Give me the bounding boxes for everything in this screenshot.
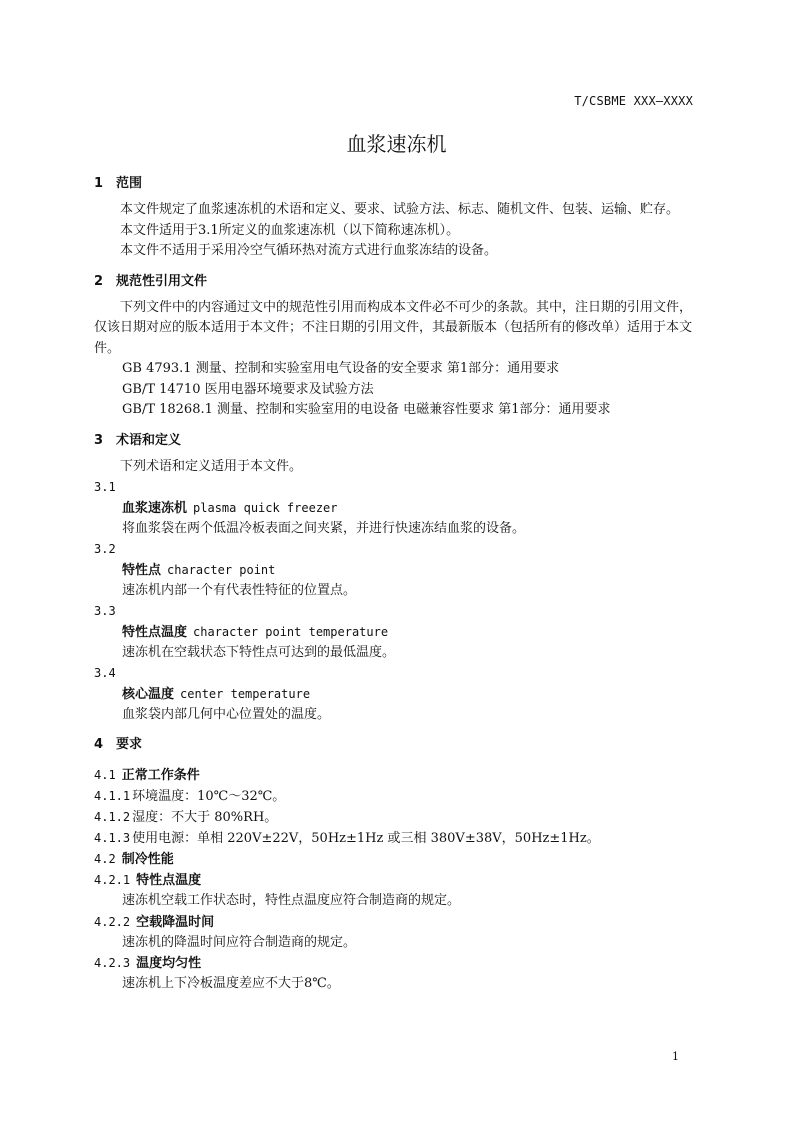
reference-item: GB 4793.1 测量、控制和实验室用电气设备的安全要求 第1部分：通用要求	[122, 361, 560, 376]
section-heading-terms	[94, 429, 694, 453]
term-name	[94, 560, 694, 581]
term-en: center temperature	[180, 686, 311, 701]
item-number: 4.1.1	[94, 789, 131, 803]
item-text: 环境温度：10℃～32℃。	[132, 789, 286, 804]
term-number: 3.2	[94, 542, 116, 556]
requirement-item	[94, 828, 694, 849]
paragraph: 本文件规定了血浆速冻机的术语和定义、要求、试验方法、标志、随机文件、包装、运输、贮存。	[120, 202, 680, 217]
paragraph: 速冻机空载工作状态时，特性点温度应符合制造商的规定。	[122, 893, 461, 908]
paragraph: 本文件适用于3.1所定义的血浆速冻机（以下简称速冻机）。	[120, 222, 460, 238]
term-definition: 将血浆袋在两个低温冷板表面之间夹紧，并进行快速冻结血浆的设备。	[122, 520, 526, 536]
subsection-heading	[94, 953, 694, 974]
item-text: 湿度：不大于 80%RH。	[132, 810, 278, 825]
term-number: 3.1	[94, 480, 116, 494]
item-number: 4.1.2	[94, 810, 131, 824]
section-number: 3	[94, 432, 104, 448]
requirement-item	[94, 786, 694, 807]
document-body	[94, 172, 694, 995]
section-heading-requirements	[94, 733, 694, 757]
subsection-title: 温度均匀性	[136, 956, 202, 971]
paragraph: 本文件不适用于采用冷空气循环热对流方式进行血浆冻结的设备。	[120, 243, 498, 258]
section-heading-scope	[94, 172, 694, 196]
subsection-number: 4.2.1	[94, 873, 131, 887]
subsection-number: 4.2.3	[94, 956, 131, 970]
term-zh: 特性点温度	[122, 624, 188, 640]
section-title: 范围	[116, 176, 143, 191]
term-definition: 血浆袋内部几何中心位置处的温度。	[122, 706, 331, 722]
term-name	[94, 498, 694, 519]
term-zh: 血浆速冻机	[122, 500, 188, 516]
page-number: 1	[672, 1050, 679, 1063]
item-number: 4.1.3	[94, 831, 131, 845]
section-title: 术语和定义	[116, 432, 182, 448]
term-en: character point	[167, 562, 276, 577]
term-en: plasma quick freezer	[193, 500, 338, 515]
item-text: 使用电源：单相 220V±22V，50Hz±1Hz 或三相 380V±38V，50Hz±1Hz。	[132, 831, 600, 846]
term-zh: 特性点	[122, 562, 162, 578]
subsection-heading	[94, 765, 694, 786]
paragraph: 下列文件中的内容通过文中的规范性引用而构成本文件必不可少的条款。其中，注日期的引用文件，仅该日期对应的版本适用于本文件；不注日期的引用文件，其最新版本（包括所有的修改单）适用于本文件。	[94, 299, 693, 356]
paragraph: 下列术语和定义适用于本文件。	[120, 458, 303, 474]
section-title: 规范性引用文件	[116, 273, 208, 289]
section-number: 4	[94, 737, 104, 752]
standard-code: T/CSBME XXX—XXXX	[574, 94, 693, 108]
term-number: 3.4	[94, 666, 116, 680]
section-heading-normative-refs	[94, 270, 694, 294]
subsection-title: 空载降温时间	[136, 914, 215, 930]
term-definition: 速冻机内部一个有代表性特征的位置点。	[122, 582, 357, 598]
subsection-title: 正常工作条件	[121, 768, 200, 783]
term-en: character point temperature	[193, 624, 389, 639]
term-name	[94, 684, 694, 705]
subsection-heading	[94, 870, 694, 891]
section-number: 2	[94, 273, 104, 289]
reference-item: GB/T 14710 医用电器环境要求及试验方法	[122, 381, 374, 397]
term-number: 3.3	[94, 604, 116, 618]
subsection-title: 制冷性能	[121, 852, 174, 867]
section-number: 1	[94, 176, 104, 191]
term-zh: 核心温度	[122, 686, 175, 702]
subsection-number: 4.1	[94, 768, 116, 782]
reference-item: GB/T 18268.1 测量、控制和实验室用的电设备 电磁兼容性要求 第1部分：通用要求	[122, 402, 611, 417]
requirement-item	[94, 807, 694, 828]
section-title: 要求	[116, 737, 143, 752]
page-title: 血浆速冻机	[346, 132, 447, 156]
term-definition: 速冻机在空载状态下特性点可达到的最低温度。	[122, 644, 396, 660]
subsection-number: 4.2.2	[94, 914, 131, 929]
term-name	[94, 622, 694, 643]
subsection-heading	[94, 912, 694, 933]
paragraph: 速冻机的降温时间应符合制造商的规定。	[122, 934, 357, 950]
subsection-heading	[94, 849, 694, 870]
subsection-title: 特性点温度	[136, 873, 202, 888]
paragraph: 速冻机上下冷板温度差应不大于8℃。	[122, 976, 340, 991]
subsection-number: 4.2	[94, 852, 116, 866]
